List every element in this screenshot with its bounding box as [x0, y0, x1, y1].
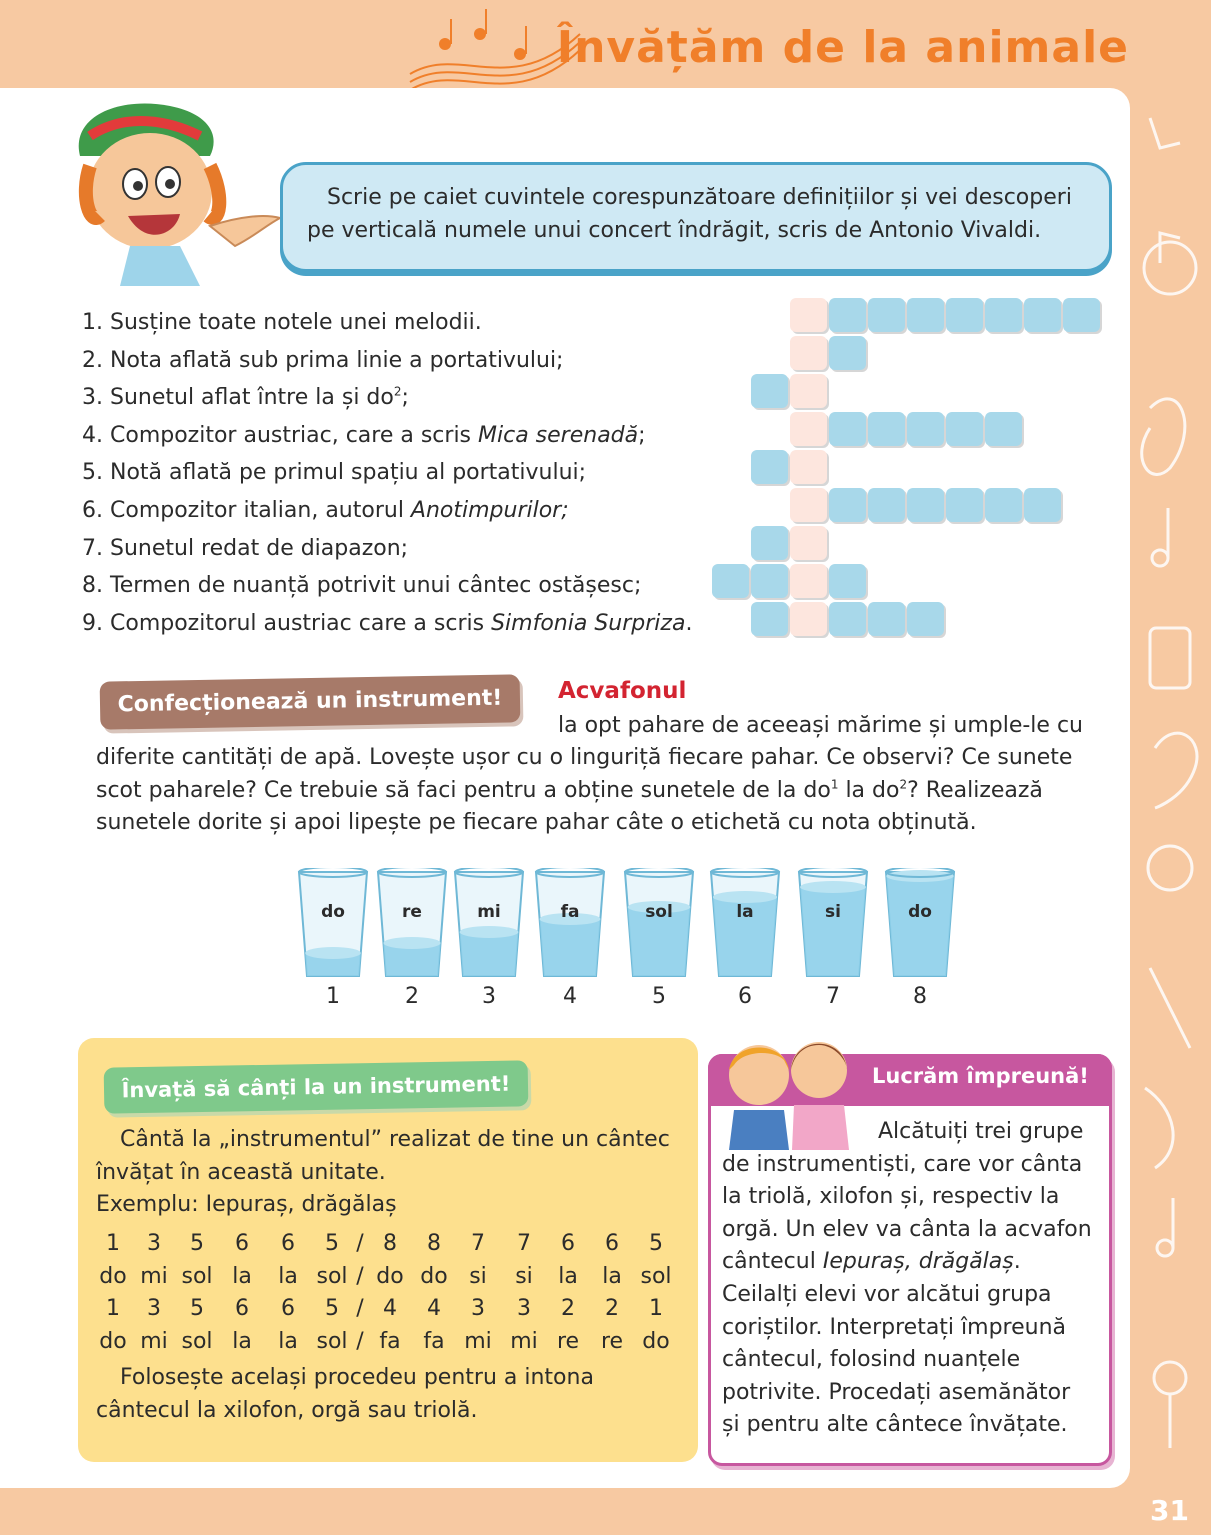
glass-note-label: si — [825, 902, 841, 922]
note-token: 4 — [427, 1296, 441, 1321]
clue-number: 7. — [82, 535, 103, 561]
note-token: la — [278, 1328, 298, 1354]
clue-5 — [82, 454, 722, 492]
note-token: la — [602, 1263, 622, 1289]
acvafon-body — [96, 742, 1086, 840]
note-token: 8 — [383, 1231, 397, 1256]
clue-text: Compozitorul austriac care a scris — [110, 610, 492, 636]
note-token: 5 — [325, 1296, 339, 1321]
clue-7 — [82, 530, 722, 568]
note-token: 3 — [147, 1296, 161, 1321]
clue-number: 9. — [82, 610, 103, 636]
clue-6 — [82, 492, 722, 530]
notes-numbers-row — [92, 1228, 682, 1261]
note-token: / — [356, 1296, 364, 1321]
water-glass — [296, 868, 370, 1009]
note-token: 6 — [235, 1231, 249, 1256]
clue-tail: ; — [401, 385, 409, 411]
clue-text: Notă aflată pe primul spațiu al portativului; — [110, 460, 587, 486]
glass-number: 5 — [652, 984, 666, 1009]
acvafon-first-line: la opt pahare de aceeași mărime și umple-le cu — [558, 713, 1083, 738]
acvafon-text: diferite cantități de apă. Lovește ușor cu o linguriță fiecare pahar. Ce observi? Ce sunete scot paharele? Ce trebuie să faci pentru a obține sunetele de la do — [96, 745, 1073, 803]
notes-names-row — [92, 1261, 682, 1294]
note-token: sol — [181, 1328, 213, 1354]
clue-1 — [82, 304, 722, 342]
acvafon-title: Acvafonul — [558, 678, 687, 704]
note-token: sol — [640, 1263, 672, 1289]
note-token: do — [420, 1263, 448, 1289]
glass-number: 2 — [405, 984, 419, 1009]
clue-text: Termen de nuanță potrivit unui cântec ostășesc; — [110, 573, 642, 599]
clue-tail: ; — [638, 422, 646, 448]
note-token: 3 — [471, 1296, 485, 1321]
water-glass — [533, 868, 607, 1009]
glass-note-label: do — [908, 902, 932, 922]
glass-number: 3 — [482, 984, 496, 1009]
clue-text: Compozitor austriac, care a scris — [110, 422, 479, 448]
note-token: 6 — [281, 1231, 295, 1256]
water-glass — [452, 868, 526, 1009]
glass-icon — [708, 868, 782, 980]
note-token: / — [356, 1231, 364, 1256]
clue-italic: Anotimpurilor; — [410, 497, 569, 523]
glass-icon — [533, 868, 607, 980]
together-text-part: de instrumentiști, care vor cânta la triolă, xilofon și, respectiv la orgă. Un elev va cânta la acvafon cântecul — [722, 1151, 1092, 1275]
learn-closing: Folosește același procedeu pentru a intona cântecul la xilofon, orgă sau triolă. — [96, 1365, 594, 1423]
together-text-part: . Ceilalți elevi vor alcătui grupa coriștilor. Interpretați împreună cântecul, folosind nuanțele potrivite. Procedați asemănător și pentru alte cântece învățate. — [722, 1249, 1071, 1438]
clue-text: Compozitor italian, autorul — [110, 497, 411, 523]
page-number: 31 — [1150, 1494, 1189, 1527]
clue-2 — [82, 342, 722, 380]
note-token: 1 — [106, 1296, 120, 1321]
instruction-text: Scrie pe caiet cuvintele corespunzătoare definițiilor și vei descoperi pe verticală numele unui concert îndrăgit, scris de Antonio Vivaldi. — [307, 185, 1072, 243]
note-token: fa — [379, 1328, 401, 1354]
note-token: la — [278, 1263, 298, 1289]
note-token: / — [356, 1263, 364, 1289]
note-token: re — [600, 1328, 624, 1354]
water-glasses — [0, 860, 1211, 1020]
note-token: do — [642, 1328, 670, 1354]
note-token: la — [558, 1263, 578, 1289]
glass-number: 4 — [563, 984, 577, 1009]
note-token: 6 — [281, 1296, 295, 1321]
clue-text: Sunetul redat de diapazon; — [110, 535, 409, 561]
clue-number: 6. — [82, 497, 103, 523]
note-token: / — [356, 1328, 364, 1354]
note-token: mi — [464, 1328, 492, 1354]
note-token: 2 — [561, 1296, 575, 1321]
note-token: mi — [510, 1328, 538, 1354]
clue-3 — [82, 379, 722, 417]
note-token: 5 — [649, 1231, 663, 1256]
glass-note-label: sol — [645, 902, 673, 922]
note-token: do — [99, 1328, 127, 1354]
water-glass — [883, 868, 957, 1009]
together-italic: Iepuraș, drăgălaș — [822, 1249, 1014, 1275]
boy-character-illustration — [60, 96, 290, 286]
glass-note-label: do — [321, 902, 345, 922]
glass-icon — [375, 868, 449, 980]
glass-note-label: mi — [477, 902, 501, 922]
water-glass — [375, 868, 449, 1009]
note-token: la — [232, 1328, 252, 1354]
note-token: re — [556, 1328, 580, 1354]
clue-text: Sunetul aflat între la și do — [110, 385, 394, 411]
note-token: si — [515, 1263, 533, 1289]
note-token: sol — [181, 1263, 213, 1289]
note-token: 6 — [561, 1231, 575, 1256]
glass-number: 7 — [826, 984, 840, 1009]
note-token: sol — [316, 1328, 348, 1354]
clue-number: 8. — [82, 573, 103, 599]
clue-italic: Simfonia Surpriza — [491, 610, 686, 636]
note-token: 3 — [517, 1296, 531, 1321]
glass-number: 1 — [326, 984, 340, 1009]
music-doodles-strip — [1130, 88, 1211, 1488]
learn-example: Exemplu: Iepuraș, drăgălaș — [96, 1192, 397, 1217]
learn-line: Cântă la „instrumentul” realizat de tine un cântec învățat în această unitate. — [96, 1127, 670, 1185]
clue-italic: Mica serenadă — [478, 422, 639, 448]
glass-note-label: re — [402, 902, 422, 922]
note-token: do — [99, 1263, 127, 1289]
glass-number: 6 — [738, 984, 752, 1009]
water-glass — [622, 868, 696, 1009]
note-token: do — [376, 1263, 404, 1289]
note-token: 5 — [190, 1296, 204, 1321]
clue-tail: . — [685, 610, 693, 636]
notes-names-row — [92, 1326, 682, 1359]
glass-icon — [622, 868, 696, 980]
clue-text: Susține toate notele unei melodii. — [110, 310, 482, 335]
glass-icon — [796, 868, 870, 980]
note-token: mi — [140, 1328, 168, 1354]
acvafon-text: ? Realizează sunetele dorite și apoi lipește pe fiecare pahar câte o etichetă cu nota obținută. — [96, 777, 1043, 835]
glass-note-label: fa — [560, 902, 580, 922]
note-token: 3 — [147, 1231, 161, 1256]
footer-band — [0, 1488, 1211, 1535]
page-title: Învățăm de la animale — [556, 22, 1129, 73]
note-token: 7 — [517, 1231, 531, 1256]
learn-instruction — [96, 1124, 686, 1222]
together-text — [722, 1116, 1094, 1442]
glass-number: 8 — [913, 984, 927, 1009]
note-token: fa — [423, 1328, 445, 1354]
clue-number: 2. — [82, 347, 103, 373]
glass-icon — [452, 868, 526, 980]
clue-number: 4. — [82, 422, 103, 448]
clue-superscript: 2 — [393, 384, 402, 399]
superscript: 1 — [830, 777, 839, 792]
note-token: 8 — [427, 1231, 441, 1256]
learn-instrument-tag: Învață să cânți la un instrument! — [104, 1060, 529, 1113]
note-token: 1 — [106, 1231, 120, 1256]
acvafon-text: la do — [838, 777, 900, 803]
clue-number: 1. — [82, 310, 103, 335]
clue-4 — [82, 417, 722, 455]
notes-sequence — [92, 1228, 682, 1358]
clue-9 — [82, 605, 722, 643]
note-token: 5 — [190, 1231, 204, 1256]
clue-number: 5. — [82, 460, 103, 486]
together-title: Lucrăm împreună! — [872, 1064, 1089, 1088]
clue-text: Nota aflată sub prima linie a portativului; — [110, 347, 564, 373]
note-token: 4 — [383, 1296, 397, 1321]
note-token: 2 — [605, 1296, 619, 1321]
clue-number: 3. — [82, 385, 103, 411]
water-glass — [796, 868, 870, 1009]
glass-icon — [296, 868, 370, 980]
crossword-clues — [82, 304, 722, 642]
note-token: la — [232, 1263, 252, 1289]
notes-numbers-row — [92, 1293, 682, 1326]
note-token: 6 — [235, 1296, 249, 1321]
glass-note-label: la — [736, 902, 754, 922]
note-token: 5 — [325, 1231, 339, 1256]
clue-8 — [82, 567, 722, 605]
note-token: si — [469, 1263, 487, 1289]
note-token: 1 — [649, 1296, 663, 1321]
note-token: sol — [316, 1263, 348, 1289]
water-glass — [708, 868, 782, 1009]
together-first-line: Alcătuiți trei grupe — [878, 1119, 1084, 1144]
make-instrument-tag: Confecționează un instrument! — [100, 674, 521, 729]
note-token: 7 — [471, 1231, 485, 1256]
note-token: mi — [140, 1263, 168, 1289]
glass-icon — [883, 868, 957, 980]
note-token: 6 — [605, 1231, 619, 1256]
superscript: 2 — [899, 777, 908, 792]
instruction-bubble — [280, 162, 1112, 272]
